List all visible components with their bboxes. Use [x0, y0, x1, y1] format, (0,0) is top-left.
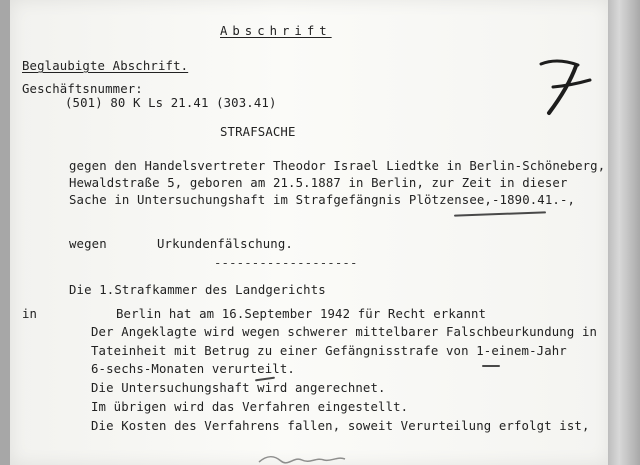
handwritten-mark-1 — [482, 365, 500, 367]
bottom-scribble — [257, 452, 347, 465]
defendant-line-1: gegen den Handelsvertreter Theodor Israel Liedtke in Berlin-Schöneberg, — [69, 159, 606, 173]
handwritten-numeral-7 — [533, 56, 595, 128]
reason-value: Urkundenfälschung. — [157, 237, 293, 251]
left-page-edge — [0, 0, 10, 465]
defendant-line-3: Sache in Untersuchungshaft im Strafgefängnis Plötzensee,-1890.41.-, — [69, 193, 576, 207]
verdict-line-6: Die Kosten des Verfahrens fallen, soweit Verurteilung erfolgt ist, — [91, 419, 590, 433]
case-number-value: (501) 80 K Ls 21.41 (303.41) — [65, 96, 277, 110]
case-number-label: Geschäftsnummer: — [22, 82, 143, 96]
verdict-intro: Berlin hat am 16.September 1942 für Recht erkannt — [116, 307, 487, 321]
verdict-line-4: Die Untersuchungshaft wird angerechnet. — [91, 381, 386, 395]
defendant-line-2: Hewaldstraße 5, geboren am 21.5.1887 in Berlin, zur Zeit in dieser — [69, 176, 568, 190]
verdict-line-2: Tateinheit mit Betrug zu einer Gefängnisstrafe von 1-einem-Jahr — [91, 344, 567, 358]
document-header: Abschrift — [220, 24, 332, 38]
place-prefix: in — [22, 307, 38, 321]
court-line: Die 1.Strafkammer des Landgerichts — [69, 283, 326, 297]
verdict-line-5: Im übrigen wird das Verfahren eingestellt. — [91, 400, 409, 414]
verdict-line-1: Der Angeklagte wird wegen schwerer mittelbarer Falschbeurkundung in — [91, 325, 598, 339]
section-title: STRAFSACHE — [220, 125, 296, 139]
verdict-line-3: 6-sechs-Monaten verurteilt. — [91, 362, 295, 376]
reason-label: wegen — [69, 237, 107, 251]
separator-line: ------------------- — [214, 256, 358, 270]
document-subheader: Beglaubigte Abschrift. — [22, 59, 189, 73]
right-page-edge — [608, 0, 640, 465]
